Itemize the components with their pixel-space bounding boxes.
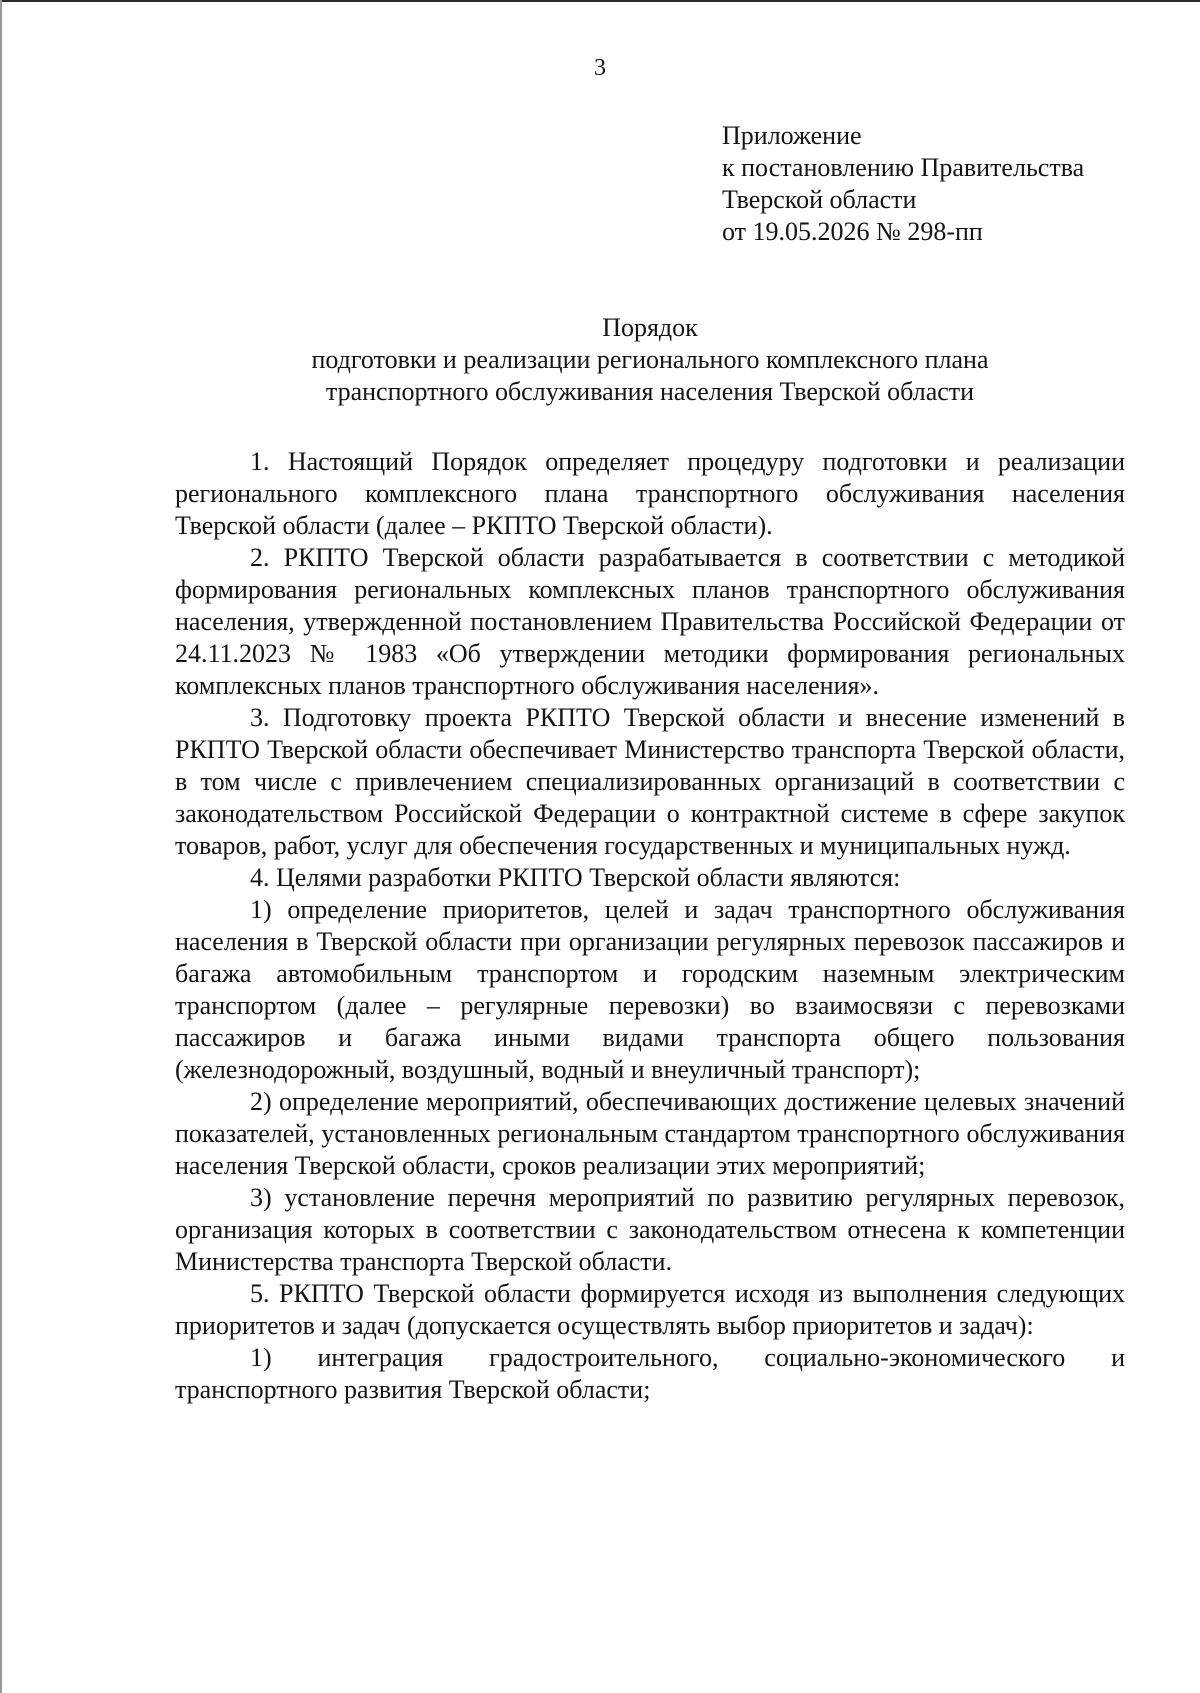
paragraph: 5. РКПТО Тверской области формируется исходя из выполнения следующих приоритетов и задач (допускается осуществлять выбор приоритетов и задач): [175, 1279, 1125, 1340]
document-title [170, 312, 1130, 408]
appendix-line: Тверской области [722, 185, 917, 214]
title-line: подготовки и реализации регионального комплексного плана [311, 345, 989, 374]
page-number: 3 [594, 55, 606, 81]
paragraph: 1) определение приоритетов, целей и задач транспортного обслуживания населения в Тверской области при организации регулярных перевозок пассажиров и багажа автомобильным транспортом и городским наземным электрическим транспортом (далее – регулярные перевозки) во взаимосвязи с перевозками пассажиров и багажа иными видами транспорта общего пользования (железнодорожный, воздушный, водный и внеуличный транспорт); [175, 895, 1125, 1084]
paragraph: 1) интеграция градостроительного, социально-экономического и транспортного развития Тверской области; [175, 1343, 1125, 1404]
scan-edge-top [0, 0, 1200, 2]
title-heading: Порядок [602, 313, 698, 342]
title-line: транспортного обслуживания населения Тверской области [325, 377, 975, 406]
paragraph: 2. РКПТО Тверской области разрабатывается в соответствии с методикой формирования региональных комплексных планов транспортного обслуживания населения, утвержденной постановлением Правительства Российской Федерации от 24.11.2023 № 1983 «Об утверждении методики формирования региональных комплексных планов транспортного обслуживания населения». [175, 543, 1125, 700]
paragraph: 4. Целями разработки РКПТО Тверской области являются: [250, 863, 901, 892]
paragraph: 2) определение мероприятий, обеспечивающих достижение целевых значений показателей, установленных региональным стандартом транспортного обслуживания населения Тверской области, сроков реализации этих мероприятий; [175, 1087, 1125, 1180]
scan-edge-left [0, 0, 2, 1693]
appendix-line: от 19.05.2026 № 298-пп [722, 217, 983, 246]
appendix-line: Приложение [722, 121, 862, 150]
document-body [175, 446, 1125, 1406]
appendix-block [722, 120, 1182, 248]
paragraph: 1. Настоящий Порядок определяет процедуру подготовки и реализации регионального комплексного плана транспортного обслуживания населения Тверской области (далее – РКПТО Тверской области). [175, 447, 1125, 540]
paragraph: 3. Подготовку проекта РКПТО Тверской области и внесение изменений в РКПТО Тверской области обеспечивает Министерство транспорта Тверской области, в том числе с привлечением специализированных организаций в соответствии с законодательством Российской Федерации о контрактной системе в сфере закупок товаров, работ, услуг для обеспечения государственных и муниципальных нужд. [175, 703, 1125, 860]
paragraph: 3) установление перечня мероприятий по развитию регулярных перевозок, организация которых в соответствии с законодательством отнесена к компетенции Министерства транспорта Тверской области. [175, 1183, 1125, 1276]
appendix-line: к постановлению Правительства [722, 153, 1085, 182]
